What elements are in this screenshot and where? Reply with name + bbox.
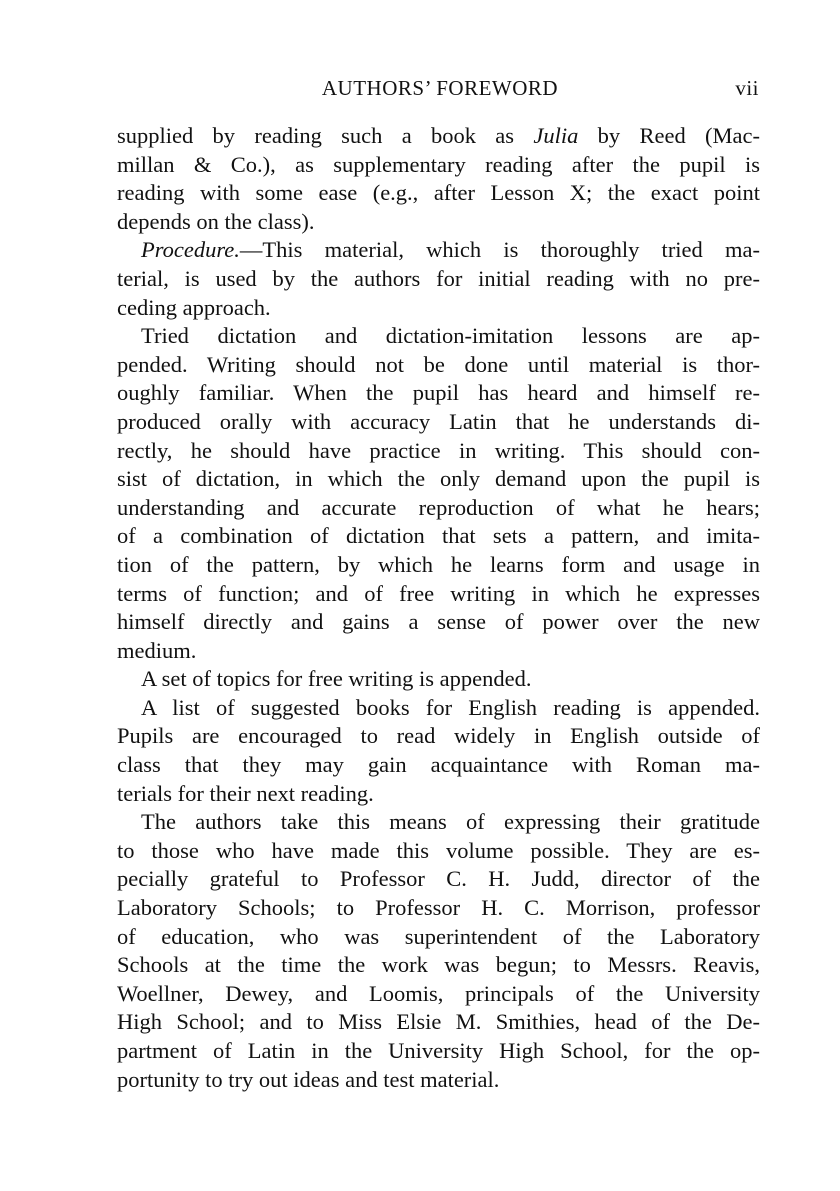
running-head [117, 76, 763, 104]
text-line: to those who have made this volume possible. They are es- [117, 837, 760, 863]
text-line: supplied by reading such a book as Julia by Reed (Mac- [117, 123, 760, 148]
running-title: AUTHORS’ FOREWORD [321, 76, 559, 100]
text-line: produced orally with accuracy Latin that he understands di- [117, 408, 760, 434]
procedure-heading: Procedure. [141, 237, 240, 263]
text-line: terials for their next reading. [117, 780, 374, 806]
text-line: Laboratory Schools; to Professor H. C. Morrison, professor [117, 895, 760, 921]
text-line: terms of function; and of free writing in which he expresses [117, 580, 760, 606]
text-line: Woellner, Dewey, and Loomis, principals of the University [117, 980, 760, 1006]
text-line: medium. [117, 637, 197, 663]
text-line: rectly, he should have practice in writing. This should con- [117, 437, 760, 463]
text-line: of education, who was superintendent of the Laboratory [117, 923, 760, 949]
text-line: Tried dictation and dictation-imitation lessons are ap- [141, 323, 760, 349]
text-line: millan & Co.), as supplementary reading after the pupil is [117, 151, 760, 177]
text-line: portunity to try out ideas and test material. [117, 1066, 500, 1092]
text-line: Schools at the time the work was begun; to Messrs. Reavis, [117, 952, 760, 978]
text-line: Pupils are encouraged to read widely in English outside of [117, 723, 760, 749]
text-line: class that they may gain acquaintance with Roman ma- [117, 752, 760, 778]
book-title-julia: Julia [533, 123, 579, 148]
text-line: A set of topics for free writing is appended. [141, 666, 532, 692]
page-number: vii [735, 76, 759, 100]
text-line: The authors take this means of expressing their gratitude [141, 809, 760, 835]
text-line: A list of suggested books for English reading is appended. [141, 694, 760, 720]
text-line: pended. Writing should not be done until material is thor- [117, 351, 760, 377]
text-line: ceding approach. [117, 294, 271, 320]
text-line: reading with some ease (e.g., after Lesson X; the exact point [117, 180, 760, 206]
text-line: understanding and accurate reproduction of what he hears; [117, 494, 760, 520]
text-line: depends on the class). [117, 208, 315, 234]
text-line: sist of dictation, in which the only demand upon the pupil is [117, 466, 760, 492]
text-line: himself directly and gains a sense of power over the new [117, 609, 760, 635]
text-line: tion of the pattern, by which he learns form and usage in [117, 551, 760, 577]
text-line: partment of Latin in the University High School, for the op- [117, 1038, 760, 1063]
text-line: oughly familiar. When the pupil has heard and himself re- [117, 380, 760, 406]
text-line: of a combination of dictation that sets a pattern, and imita- [117, 523, 760, 549]
body-text [117, 122, 760, 1094]
text-line: Procedure.—This material, which is thoroughly tried ma- [141, 237, 760, 263]
text-line: terial, is used by the authors for initial reading with no pre- [117, 265, 760, 291]
text-line: High School; and to Miss Elsie M. Smithies, head of the De- [117, 1009, 760, 1035]
text-line: pecially grateful to Professor C. H. Judd, director of the [117, 866, 760, 892]
